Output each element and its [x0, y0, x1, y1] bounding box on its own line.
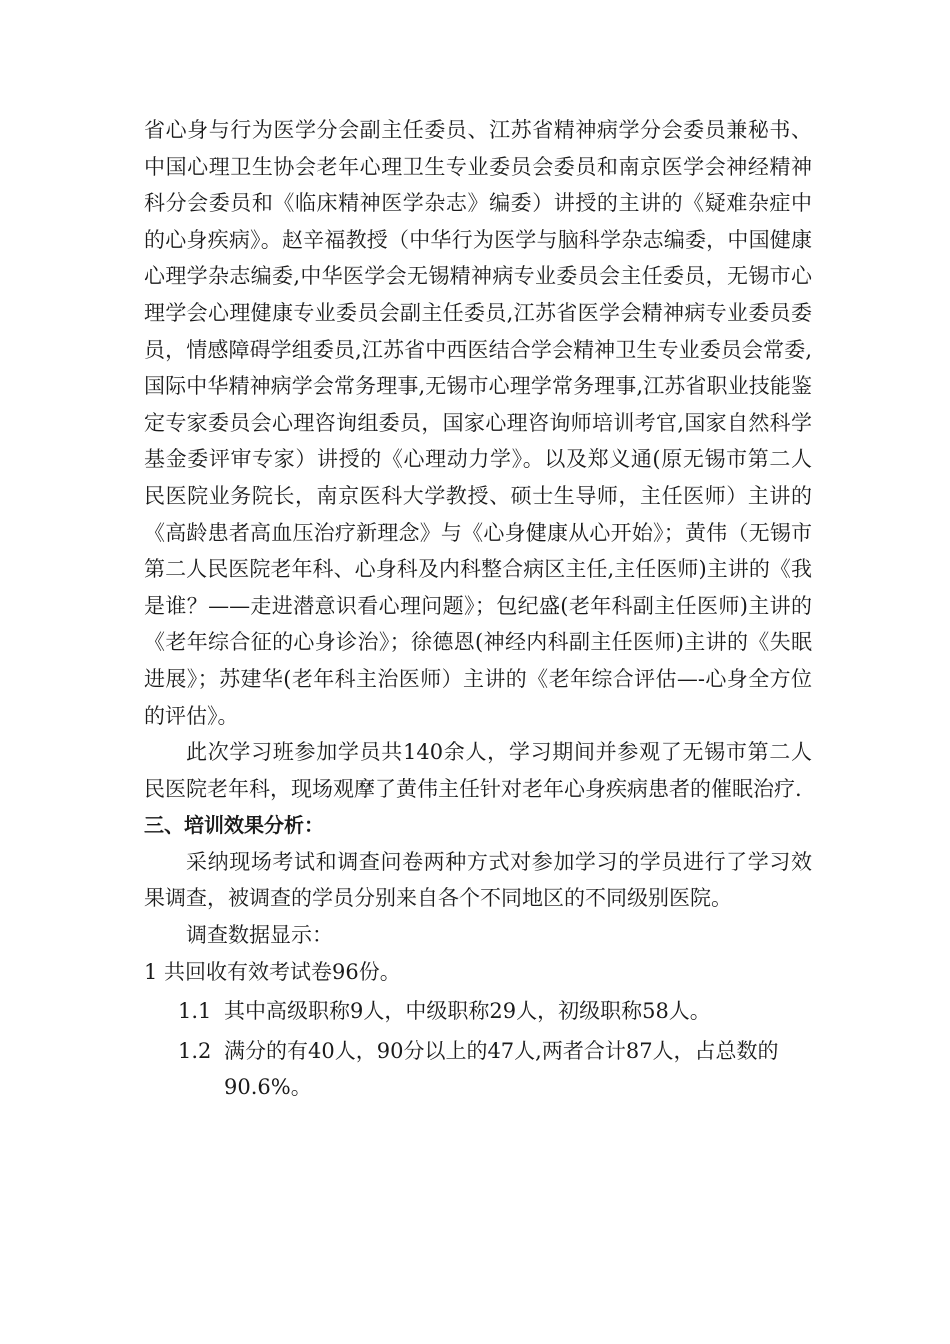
paragraph-survey-intro: 调查数据显示：	[186, 923, 333, 948]
document-body	[144, 112, 812, 1106]
sub-list-item-number: 1.2	[178, 1038, 212, 1063]
list-item-text: 共回收有效考试卷96份。	[164, 959, 401, 984]
sub-list-item-number: 1.1	[178, 999, 212, 1024]
sub-list-item	[144, 993, 812, 1030]
sub-list-item	[144, 1033, 812, 1106]
sub-list-item-text: 满分的有40人，90分以上的47人,两者合计87人，占总数的90.6%。	[224, 1038, 779, 1100]
paragraph-lecturers: 省心身与行为医学分会副主任委员、江苏省精神病学分会委员兼秘书、中国心理卫生协会老年心理卫生专业委员会委员和南京医学会神经精神科分会委员和《临床精神医学杂志》编委）讲授的主讲的《疑难杂症中的心身疾病》。赵辛福教授（中华行为医学与脑科学杂志编委，中国健康心理学杂志编委,中华医学会无锡精神病专业委员会主任委员，无锡市心理学会心理健康专业委员会副主任委员,江苏省医学会精神病专业委员委员，情感障碍学组委员,江苏省中西医结合学会精神卫生专业委员会常委,国际中华精神病学会常务理事,无锡市心理学常务理事,江苏省职业技能鉴定专家委员会心理咨询组委员，国家心理咨询师培训考官,国家自然科学基金委评审专家）讲授的《心理动力学》。以及郑义通(原无锡市第二人民医院业务院长，南京医科大学教授、硕士生导师，主任医师）主讲的《高龄患者高血压治疗新理念》与《心身健康从心开始》；黄伟（无锡市第二人民医院老年科、心身科及内科整合病区主任,主任医师)主讲的《我是谁？——走进潜意识看心理问题》；包纪盛(老年科副主任医师)主讲的《老年综合征的心身诊治》；徐德恩(神经内科副主任医师)主讲的《失眠进展》；苏建华(老年科主治医师）主讲的《老年综合评估—-心身全方位的评估》。	[144, 118, 812, 728]
list-item	[144, 954, 812, 991]
list-item-number: 1	[144, 959, 158, 984]
sub-list-item-text: 其中高级职称9人，中级职称29人，初级职称58人。	[224, 999, 711, 1024]
section-heading: 三、培训效果分析：	[144, 813, 324, 838]
paragraph-attendance: 此次学习班参加学员共140余人，学习期间并参观了无锡市第二人民医院老年科，现场观摩了黄伟主任针对老年心身疾病患者的催眠治疗.	[144, 740, 812, 801]
paragraph-survey-method: 采纳现场考试和调查问卷两种方式对参加学习的学员进行了学习效果调查，被调查的学员分别来自各个不同地区的不同级别医院。	[144, 849, 812, 911]
